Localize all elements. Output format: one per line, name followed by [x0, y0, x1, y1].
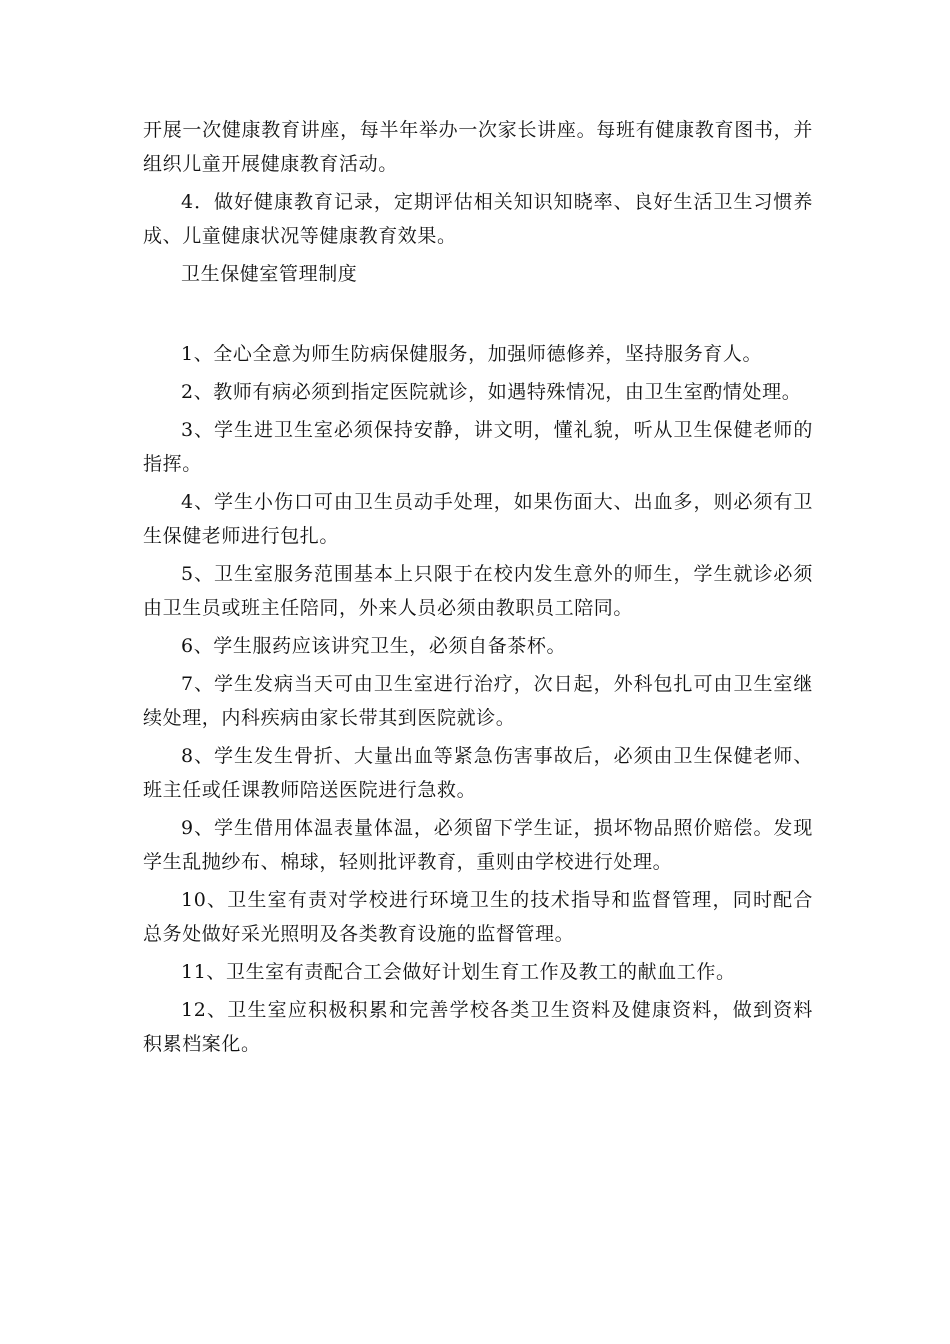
rule-item: 8、学生发生骨折、大量出血等紧急伤害事故后，必须由卫生保健老师、班主任或任课教师陪送医院进行急救。 — [143, 745, 813, 801]
rule-item: 7、学生发病当天可由卫生室进行治疗，次日起，外科包扎可由卫生室继续处理，内科疾病由家长带其到医院就诊。 — [143, 673, 813, 729]
section-title: 卫生保健室管理制度 — [181, 263, 358, 285]
rule-item: 11、卫生室有责配合工会做好计划生育工作及教工的献血工作。 — [181, 961, 736, 983]
rule-item: 12、卫生室应积极积累和完善学校各类卫生资料及健康资料，做到资料积累档案化。 — [143, 999, 813, 1055]
rule-item: 4、学生小伤口可由卫生员动手处理，如果伤面大、出血多，则必须有卫生保健老师进行包扎。 — [143, 491, 813, 547]
rule-item: 6、学生服药应该讲究卫生，必须自备茶杯。 — [181, 635, 567, 657]
rule-item: 2、教师有病必须到指定医院就诊，如遇特殊情况，由卫生室酌情处理。 — [181, 381, 802, 403]
intro-paragraph-continued: 开展一次健康教育讲座，每半年举办一次家长讲座。每班有健康教育图书，并组织儿童开展健康教育活动。 — [143, 119, 813, 175]
rule-item: 3、学生进卫生室必须保持安静，讲文明，懂礼貌，听从卫生保健老师的指挥。 — [143, 419, 813, 475]
rule-item: 1、全心全意为师生防病保健服务，加强师德修养，坚持服务育人。 — [181, 343, 763, 365]
intro-paragraph-item-4: 4．做好健康教育记录，定期评估相关知识知晓率、良好生活卫生习惯养成、儿童健康状况等健康教育效果。 — [143, 191, 813, 247]
rule-item: 10、卫生室有责对学校进行环境卫生的技术指导和监督管理，同时配合总务处做好采光照明及各类教育设施的监督管理。 — [143, 889, 813, 945]
rule-item: 5、卫生室服务范围基本上只限于在校内发生意外的师生，学生就诊必须由卫生员或班主任陪同，外来人员必须由教职员工陪同。 — [143, 563, 813, 619]
rule-item: 9、学生借用体温表量体温，必须留下学生证，损坏物品照价赔偿。发现学生乱抛纱布、棉球，轻则批评教育，重则由学校进行处理。 — [143, 817, 813, 873]
document-body — [143, 113, 813, 1065]
